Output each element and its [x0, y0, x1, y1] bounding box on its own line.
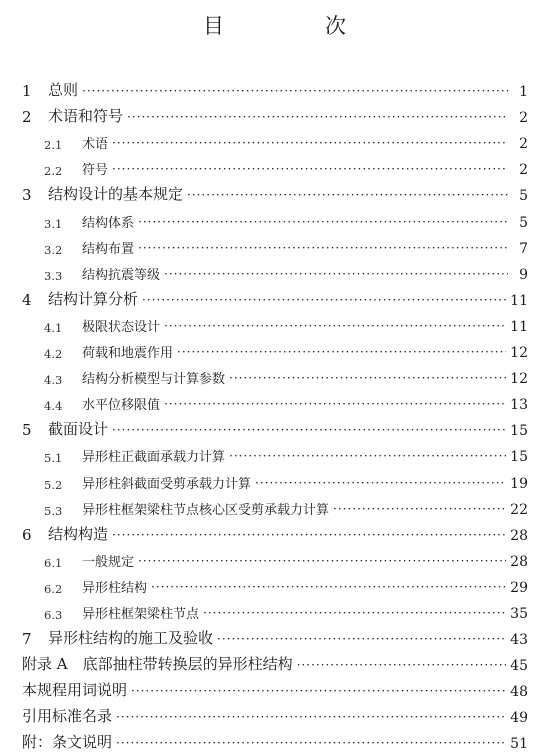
toc-number: 7 — [22, 630, 32, 649]
toc-subentry[interactable] — [22, 387, 528, 413]
toc-number: 6 — [22, 525, 32, 544]
toc-label: 异形柱结构的施工及验收 — [48, 629, 214, 648]
toc-page-number: 7 — [519, 240, 528, 257]
toc-page-number: 2 — [519, 136, 528, 153]
toc-subentry[interactable] — [22, 204, 528, 230]
toc-subentry[interactable] — [22, 596, 528, 622]
toc-page-number: 48 — [510, 684, 528, 701]
toc-label: 异形柱结构 — [82, 580, 148, 596]
toc-page-number: 11 — [510, 318, 528, 335]
dot-leader — [151, 581, 506, 596]
dot-leader — [164, 320, 506, 335]
toc-number: 6.2 — [44, 581, 63, 596]
toc-subentry[interactable] — [22, 309, 528, 335]
toc-subentry[interactable] — [22, 335, 528, 361]
toc-page-number: 45 — [510, 658, 528, 675]
dot-leader — [229, 372, 506, 387]
toc-label: 异形柱框架梁柱节点核心区受剪承载力计算 — [82, 502, 330, 518]
toc-number: 4 — [22, 290, 32, 309]
toc-entry[interactable] — [22, 413, 528, 439]
toc-label: 结构分析模型与计算参数 — [82, 372, 226, 388]
toc-number: 4.2 — [44, 347, 63, 362]
toc-number: 6.3 — [44, 607, 63, 622]
toc-subentry[interactable] — [22, 570, 528, 596]
toc-page-number: 49 — [510, 710, 528, 727]
toc-page-number: 22 — [510, 501, 528, 518]
page-title: 目 次 — [203, 14, 386, 38]
toc-page-number: 35 — [510, 605, 528, 622]
toc-label: 引用标准名录 — [22, 707, 113, 726]
toc-label: 结构计算分析 — [48, 289, 139, 308]
dot-leader — [177, 346, 506, 361]
dot-leader — [297, 659, 507, 674]
dot-leader — [138, 216, 508, 231]
toc-label: 结构抗震等级 — [82, 267, 161, 283]
toc-number: 5.3 — [44, 503, 63, 518]
toc-subentry[interactable] — [22, 439, 528, 465]
toc-entry-appendix[interactable] — [22, 726, 528, 752]
dot-leader — [164, 268, 508, 283]
toc-subentry[interactable] — [22, 257, 528, 283]
toc-page-number: 9 — [519, 266, 528, 283]
dot-leader — [138, 555, 506, 570]
toc-entry[interactable] — [22, 622, 528, 648]
toc-page-number: 12 — [510, 345, 528, 362]
toc-label: 结构设计的基本规定 — [48, 185, 184, 204]
toc-label: 结构构造 — [48, 524, 109, 543]
dot-leader — [138, 242, 508, 257]
toc-number: 3 — [22, 186, 32, 205]
dot-leader — [229, 450, 506, 465]
toc-label: 结构体系 — [82, 215, 135, 231]
toc-page-number: 2 — [519, 110, 528, 127]
toc-page-number: 13 — [510, 397, 528, 414]
toc-number: 5.2 — [44, 477, 63, 492]
toc-number: 2 — [22, 108, 32, 127]
toc-number: 6.1 — [44, 555, 63, 570]
toc-subentry[interactable] — [22, 361, 528, 387]
toc-label: 附录 A 底部抽柱带转换层的异形柱结构 — [22, 655, 293, 674]
dot-leader — [187, 189, 508, 204]
dot-leader — [255, 477, 506, 492]
toc-label: 结构布置 — [82, 241, 135, 257]
toc-subentry[interactable] — [22, 465, 528, 491]
toc-entry[interactable] — [22, 74, 528, 100]
toc-page-number: 1 — [519, 84, 528, 101]
toc-label: 异形柱斜截面受剪承载力计算 — [82, 476, 252, 492]
toc-page-number: 15 — [510, 423, 528, 440]
toc-page-number: 19 — [510, 475, 528, 492]
toc-number: 2.1 — [44, 138, 63, 153]
toc-page-number: 5 — [519, 188, 528, 205]
toc-entry[interactable] — [22, 100, 528, 126]
toc-number: 5.1 — [44, 451, 63, 466]
toc-label: 本规程用词说明 — [22, 681, 128, 700]
dot-leader — [112, 424, 506, 439]
table-of-contents — [22, 74, 528, 752]
toc-subentry[interactable] — [22, 231, 528, 257]
toc-number: 5 — [22, 421, 32, 440]
toc-number: 3.2 — [44, 242, 63, 257]
toc-label: 一般规定 — [82, 554, 135, 570]
toc-number: 4.3 — [44, 373, 63, 388]
toc-label: 极限状态设计 — [82, 319, 161, 335]
dot-leader — [142, 294, 506, 309]
toc-number: 4.4 — [44, 399, 63, 414]
toc-page-number: 29 — [510, 579, 528, 596]
dot-leader — [112, 163, 508, 178]
toc-subentry[interactable] — [22, 126, 528, 152]
toc-subentry[interactable] — [22, 492, 528, 518]
toc-page-number: 43 — [510, 632, 528, 649]
toc-label: 荷载和地震作用 — [82, 346, 174, 362]
toc-label: 术语 — [82, 137, 109, 153]
toc-number: 2.2 — [44, 164, 63, 179]
dot-leader — [127, 111, 508, 126]
toc-subentry[interactable] — [22, 152, 528, 178]
toc-entry-appendix[interactable] — [22, 648, 528, 674]
dot-leader — [112, 529, 506, 544]
dot-leader — [203, 607, 506, 622]
toc-entry-appendix[interactable] — [22, 700, 528, 726]
toc-label: 总则 — [48, 81, 79, 100]
dot-leader — [217, 633, 506, 648]
dot-leader — [164, 398, 506, 413]
toc-page-number: 15 — [510, 449, 528, 466]
toc-subentry[interactable] — [22, 544, 528, 570]
toc-label: 术语和符号 — [48, 107, 124, 126]
toc-label: 水平位移限值 — [82, 398, 161, 414]
toc-page-number: 5 — [519, 214, 528, 231]
toc-entry[interactable] — [22, 178, 528, 204]
dot-leader — [333, 503, 506, 518]
toc-number: 1 — [22, 82, 32, 101]
toc-number: 3.3 — [44, 268, 63, 283]
toc-page-number: 28 — [510, 553, 528, 570]
toc-page-number: 28 — [510, 527, 528, 544]
toc-label: 附：条文说明 — [22, 733, 113, 752]
toc-label: 异形柱框架梁柱节点 — [82, 606, 200, 622]
toc-label: 异形柱正截面承载力计算 — [82, 450, 226, 466]
toc-page-number: 2 — [519, 162, 528, 179]
toc-label: 截面设计 — [48, 420, 109, 439]
toc-page-number: 51 — [510, 736, 528, 752]
dot-leader — [131, 685, 506, 700]
dot-leader — [116, 711, 506, 726]
toc-entry[interactable] — [22, 283, 528, 309]
toc-label: 符号 — [82, 163, 109, 179]
toc-entry-appendix[interactable] — [22, 674, 528, 700]
dot-leader — [116, 737, 506, 752]
toc-page-number: 12 — [510, 371, 528, 388]
dot-leader — [112, 137, 508, 152]
toc-number: 4.1 — [44, 320, 63, 335]
toc-page-number: 11 — [510, 292, 528, 309]
toc-number: 3.1 — [44, 216, 63, 231]
toc-entry[interactable] — [22, 518, 528, 544]
dot-leader — [82, 85, 508, 100]
